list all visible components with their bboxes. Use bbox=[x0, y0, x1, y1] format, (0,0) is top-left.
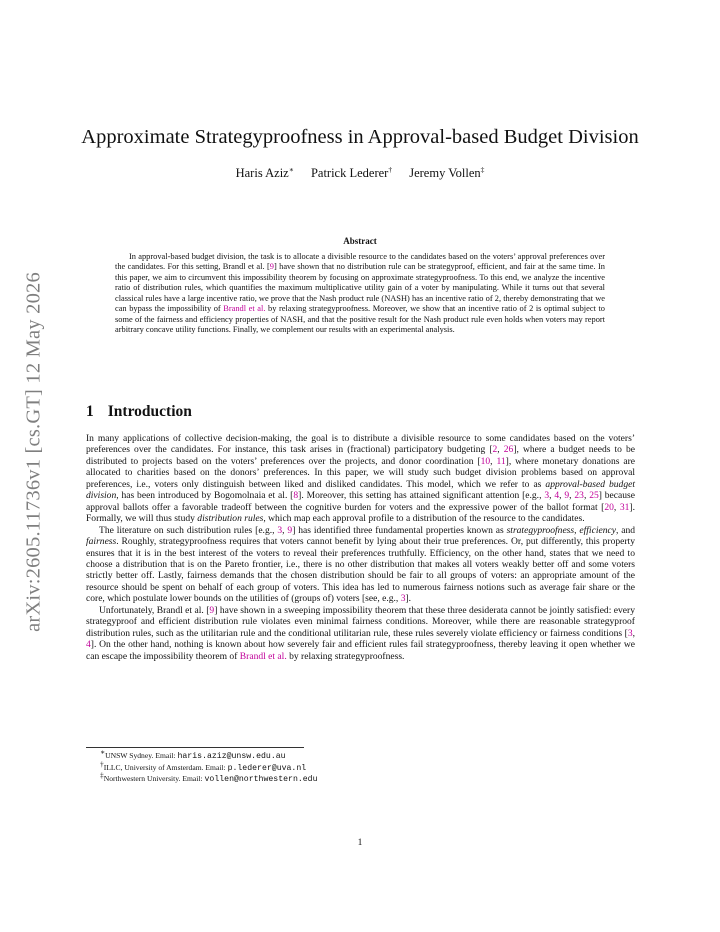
paper-title: Approximate Strategyproofness in Approval-based Budget Division bbox=[81, 126, 639, 148]
section-body bbox=[86, 433, 635, 662]
citation-link[interactable]: 4 bbox=[554, 490, 560, 502]
author-footnote-mark: ∗ bbox=[288, 164, 294, 174]
email-link[interactable]: haris.aziz@unsw.edu.au bbox=[177, 752, 286, 761]
citation-link[interactable]: 11 bbox=[496, 455, 506, 467]
footnote: †ILLC, University of Amsterdam. Email: p.lederer@uva.nl bbox=[100, 759, 307, 773]
citation-link[interactable]: 9 bbox=[287, 524, 293, 536]
paragraph: In many applications of collective decision-making, the goal is to distribute a divisible resource to some candidates based on the voters’ preferences over the candidates. For instance, this task arises in (fractional) participatory budgeting [2, 26], where a budget needs to be distributed to projects based on the voters’ preferences over the projects, and donor coordination [10, 11], where monetary donations are allocated to charities based on the donors’ preferences. In this paper, we will study such budget division problems based on approval preferences, i.e., voters only distinguish between liked and disliked candidates. This model, which we refer to as approval-based budget division, has been introduced by Bogomolnaia et al. [8]. Moreover, this setting has attained significant attention [e.g., 3, 4, 9, 23, 25] because approval ballots offer a favorable tradeoff between the cognitive burden for voters and the expressive power of the ballot format [20, 31]. Formally, we will thus study distribution rules, which map each approval profile to a distribution of the resource to the candidates. bbox=[86, 433, 636, 525]
paragraph: Unfortunately, Brandl et al. [9] have shown in a sweeping impossibility theorem that these three desiderata cannot be jointly satisfied: every strategyproof and efficient distribution rule violates even minimal fairness conditions. Moreover, while there are reasonable strategyproof distribution rules, such as the utilitarian rule and the conditional utilitarian rule, these rules severely violate efficiency or fairness conditions [3, 4]. On the other hand, nothing is known about how severely fair and efficient rules fail strategyproofness, thereby leaving it open whether we can escape the impossibility theorem of Brandl et al. by relaxing strategyproofness. bbox=[86, 604, 635, 662]
citation-link[interactable]: 10 bbox=[480, 455, 491, 467]
citation-link[interactable]: 3 bbox=[627, 627, 633, 639]
author: Haris Aziz∗ bbox=[235, 164, 294, 180]
author: Jeremy Vollen‡ bbox=[409, 164, 485, 180]
footnote: ‡Northwestern University. Email: vollen@northwestern.edu bbox=[100, 770, 318, 785]
citation-link[interactable]: 26 bbox=[503, 444, 514, 456]
citation-link[interactable]: 3 bbox=[400, 593, 406, 605]
citation-link[interactable]: Brandl et al. bbox=[239, 650, 287, 662]
citation-link[interactable]: 23 bbox=[574, 490, 584, 502]
citation-link[interactable]: 3 bbox=[277, 524, 283, 536]
author-list bbox=[0, 166, 720, 181]
citation-link[interactable]: 9 bbox=[209, 604, 215, 616]
citation-link[interactable]: 9 bbox=[269, 262, 274, 272]
citation-link[interactable]: Brandl et al. bbox=[223, 304, 266, 314]
arxiv-identifier: arXiv:2605.11736v1 [cs.GT] 12 May 2026 bbox=[22, 272, 45, 632]
citation-link[interactable]: 9 bbox=[564, 490, 570, 502]
abstract-body: In approval-based budget division, the task is to allocate a divisible resource to the candidates based on the voters’ approval preferences over the candidates. For this setting, Brandl et al. [9] have shown that no distribution rule can be strategyproof, efficient, and fair at the same time. In this paper, we aim to circumvent this impossibility theorem by focusing on approximate strategyproofness. To this end, we analyze the incentive ratio of distribution rules, which quantifies the maximum multiplicative utility gain of a voter by manipulating. While it turns out that several classical rules have a large incentive ratio, we prove that the Nash product rule (NASH) has an incentive ratio of 2, thereby demonstrating that we can bypass the impossibility of Brandl et al. by relaxing strategyproofness. Moreover, we show that an incentive ratio of 2 is optimal subject to some of the fairness and efficiency properties of NASH, and that the positive result for the Nash product rule even holds when voters may report arbitrary concave utility functions. Finally, we complement our results with an experimental analysis. bbox=[115, 252, 605, 335]
author-footnote-mark: ‡ bbox=[480, 164, 485, 174]
arxiv-side-stamp bbox=[20, 256, 48, 648]
footnote-divider bbox=[86, 747, 304, 748]
section-heading: 1 Introduction bbox=[86, 403, 192, 420]
email-link[interactable]: p.lederer@uva.nl bbox=[227, 763, 307, 773]
citation-link[interactable]: 8 bbox=[293, 490, 299, 502]
citation-link[interactable]: 2 bbox=[492, 444, 498, 456]
citation-link[interactable]: 3 bbox=[544, 490, 550, 502]
footnote: ∗UNSW Sydney. Email: haris.aziz@unsw.edu.au bbox=[100, 747, 286, 761]
author: Patrick Lederer† bbox=[310, 164, 393, 180]
citation-link[interactable]: 4 bbox=[86, 639, 91, 651]
author-footnote-mark: † bbox=[388, 164, 393, 174]
footnotes bbox=[100, 747, 318, 786]
citation-link[interactable]: 20 bbox=[604, 501, 614, 513]
citation-link[interactable]: 31 bbox=[619, 501, 630, 513]
paragraph: The literature on such distribution rules [e.g., 3, 9] has identified three fundamental properties known as strategyproofness, efficiency, and fairness. Roughly, strategyproofness requires that voters cannot benefit by lying about their true preferences. Or, put differently, this property ensures that it is in the best interest of the voters to reveal their preferences truthfully. Efficiency, on the other hand, states that we need to choose a distribution that is on the Pareto frontier, i.e., there is no other distribution that makes all voters weakly better off and some voters strictly better off. Lastly, fairness demands that the chosen distribution should be fair to all groups of voters: an appropriate amount of the resource should be spent on behalf of each group of voters. This idea has led to numerous fairness notions such as average fair share or the core, which postulate lower bounds on the utilities of (groups of) voters [see, e.g., 3]. bbox=[86, 524, 636, 605]
abstract-heading: Abstract bbox=[343, 236, 377, 246]
citation-link[interactable]: 25 bbox=[589, 490, 599, 502]
page-number: 1 bbox=[357, 838, 363, 848]
email-link[interactable]: vollen@northwestern.edu bbox=[204, 775, 318, 785]
